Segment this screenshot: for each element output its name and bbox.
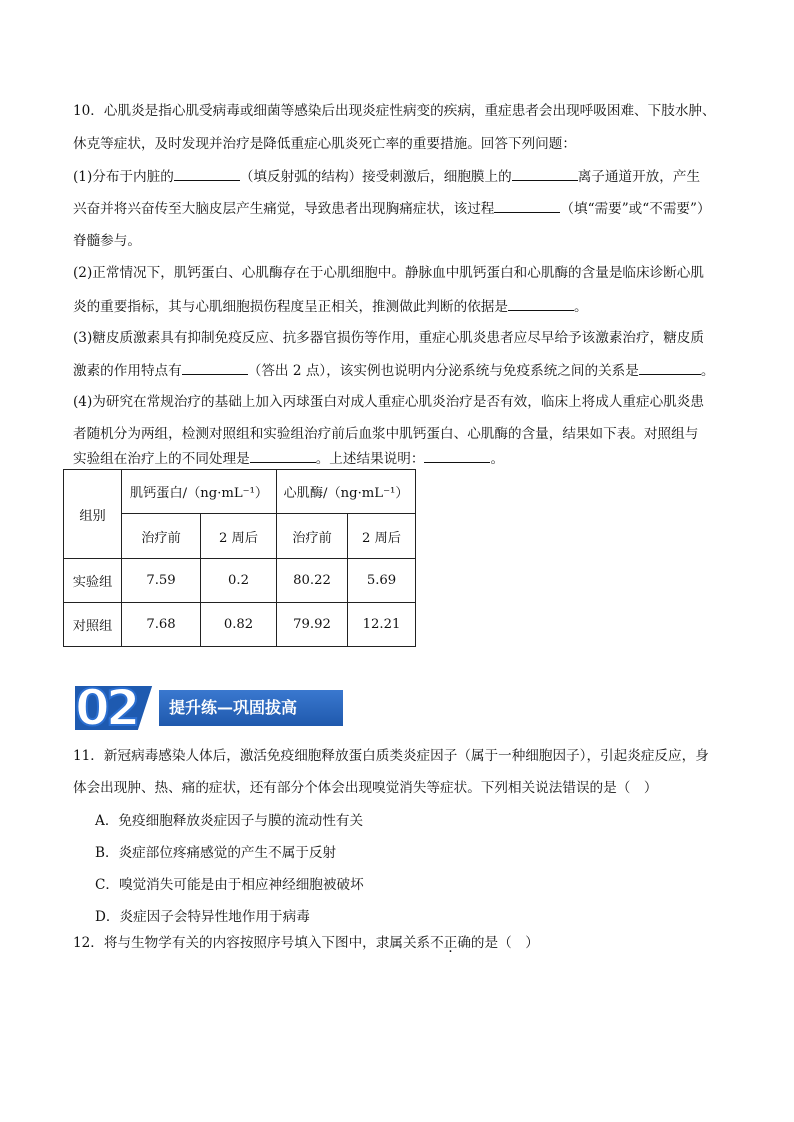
q10-text: （答出 2 点），该实例也说明内分泌系统与免疫系统之间的关系是 bbox=[247, 363, 639, 379]
table-cell: 7.68 bbox=[122, 603, 201, 647]
q10-text: 实验组在治疗上的不同处理是 bbox=[73, 451, 250, 467]
q10-part1-line-2 bbox=[73, 198, 711, 219]
section-banner bbox=[75, 679, 343, 737]
q10-part4-line-3 bbox=[73, 448, 504, 469]
section-number-text: 02 bbox=[75, 679, 137, 737]
q12-line-1 bbox=[73, 933, 539, 953]
q10-part2-line-1 bbox=[73, 263, 704, 283]
table-cell: 7.59 bbox=[122, 559, 201, 603]
q10-part1-line-1 bbox=[73, 166, 700, 187]
table-cell: 0.82 bbox=[201, 603, 277, 647]
answer-blank[interactable] bbox=[494, 198, 560, 213]
table-subheader-before: 治疗前 bbox=[122, 514, 201, 559]
answer-blank[interactable] bbox=[424, 448, 490, 463]
option-text: B．炎症部位疼痛感觉的产生不属于反射 bbox=[95, 845, 337, 861]
q11-text: 11．新冠病毒感染人体后，激活免疫细胞释放蛋白质类炎症因子（属于一种细胞因子），引起炎症反应，身 bbox=[73, 748, 709, 764]
option-text: A．免疫细胞释放炎症因子与膜的流动性有关 bbox=[95, 813, 364, 829]
q10-text: (3)糖皮质激素具有抑制免疫反应、抗多器官损伤等作用，重症心肌炎患者应尽早给予该激素治疗，糖皮质 bbox=[73, 330, 704, 346]
q11-option-c[interactable] bbox=[95, 875, 364, 895]
q10-text: （填反射弧的结构）接受刺激后，细胞膜上的 bbox=[239, 169, 512, 185]
answer-blank[interactable] bbox=[508, 296, 574, 311]
answer-blank[interactable] bbox=[639, 360, 701, 375]
q10-text: 炎的重要指标，其与心肌细胞损伤程度呈正相关，推测做此判断的依据是 bbox=[73, 299, 508, 315]
q12-emphasis: 不正确 bbox=[430, 935, 471, 951]
q10-text: 者随机分为两组，检测对照组和实验组治疗前后血浆中肌钙蛋白、心肌酶的含量，结果如下表。对照组与 bbox=[73, 426, 699, 442]
q10-text: 激素的作用特点有 bbox=[73, 363, 182, 379]
q10-part2-line-2 bbox=[73, 296, 588, 317]
q11-text: 体会出现肿、热、痛的症状，还有部分个体会出现嗅觉消失等症状。下列相关说法错误的是（ ） bbox=[73, 780, 658, 796]
q12-text: 的是（ ） bbox=[470, 935, 539, 951]
q10-part3-line-2 bbox=[73, 360, 714, 381]
q10-text: (4)为研究在常规治疗的基础上加入丙球蛋白对成人重症心肌炎治疗是否有效，临床上将成人重症心肌炎患 bbox=[73, 394, 704, 410]
table-cell: 79.92 bbox=[277, 603, 348, 647]
answer-blank[interactable] bbox=[512, 166, 578, 181]
q10-text: 。 bbox=[490, 451, 505, 467]
q10-text: 。 bbox=[574, 299, 588, 315]
answer-blank[interactable] bbox=[174, 166, 240, 181]
table-row bbox=[64, 559, 416, 603]
q10-text: 脊髓参与。 bbox=[73, 233, 141, 249]
table-cell: 12.21 bbox=[348, 603, 416, 647]
section-title: 提升练—巩固拔高 bbox=[159, 690, 343, 726]
q11-option-a[interactable] bbox=[95, 811, 363, 831]
q10-text: 休克等症状，及时发现并治疗是降低重症心肌炎死亡率的重要措施。回答下列问题： bbox=[73, 136, 576, 152]
q10-text: (2)正常情况下，肌钙蛋白、心肌酶存在于心肌细胞中。静脉血中肌钙蛋白和心肌酶的含量是临床诊断心肌 bbox=[73, 265, 704, 281]
table-cell: 80.22 bbox=[277, 559, 348, 603]
table-cell-group: 实验组 bbox=[64, 559, 122, 603]
table-cell: 5.69 bbox=[348, 559, 416, 603]
option-text: D．炎症因子会特异性地作用于病毒 bbox=[95, 909, 310, 925]
q10-text: 。 bbox=[700, 363, 715, 379]
answer-blank[interactable] bbox=[250, 448, 316, 463]
q10-part4-line-2 bbox=[73, 424, 698, 444]
table-subheader-before: 治疗前 bbox=[277, 514, 348, 559]
table-cell: 0.2 bbox=[201, 559, 277, 603]
q10-line-1 bbox=[73, 101, 716, 121]
answer-blank[interactable] bbox=[182, 360, 248, 375]
q10-line-2 bbox=[73, 134, 576, 154]
table-row bbox=[64, 603, 416, 647]
table-header-group: 组别 bbox=[64, 470, 122, 559]
q11-option-d[interactable] bbox=[95, 907, 310, 927]
q10-part4-line-1 bbox=[73, 392, 704, 412]
q10-text: 兴奋并将兴奋传至大脑皮层产生痛觉，导致患者出现胸痛症状，该过程 bbox=[73, 201, 495, 217]
q10-text: 10．心肌炎是指心肌受病毒或细菌等感染后出现炎症性病变的疾病，重症患者会出现呼吸困难、下肢水肿、 bbox=[73, 103, 716, 119]
q12-text: 12．将与生物学有关的内容按照序号填入下图中，隶属关系 bbox=[73, 935, 431, 951]
table-header-troponin: 肌钙蛋白/（ng·mL⁻¹） bbox=[122, 470, 277, 514]
q10-text: （填“需要”或“不需要”） bbox=[560, 201, 711, 217]
table-subheader-after: 2 周后 bbox=[201, 514, 277, 559]
results-table bbox=[63, 469, 416, 647]
q10-part1-line-3 bbox=[73, 231, 141, 251]
table-header-enzyme: 心肌酶/（ng·mL⁻¹） bbox=[277, 470, 416, 514]
q10-text: 。上述结果说明： bbox=[315, 451, 425, 467]
q10-text: 离子通道开放，产生 bbox=[577, 169, 701, 185]
q11-line-2 bbox=[73, 778, 658, 798]
q11-option-b[interactable] bbox=[95, 843, 336, 863]
table-subheader-after: 2 周后 bbox=[348, 514, 416, 559]
q10-text: (1)分布于内脏的 bbox=[73, 169, 174, 185]
option-text: C．嗅觉消失可能是由于相应神经细胞被破坏 bbox=[95, 877, 364, 893]
q10-part3-line-1 bbox=[73, 328, 704, 348]
table-cell-group: 对照组 bbox=[64, 603, 122, 647]
q11-line-1 bbox=[73, 746, 709, 766]
